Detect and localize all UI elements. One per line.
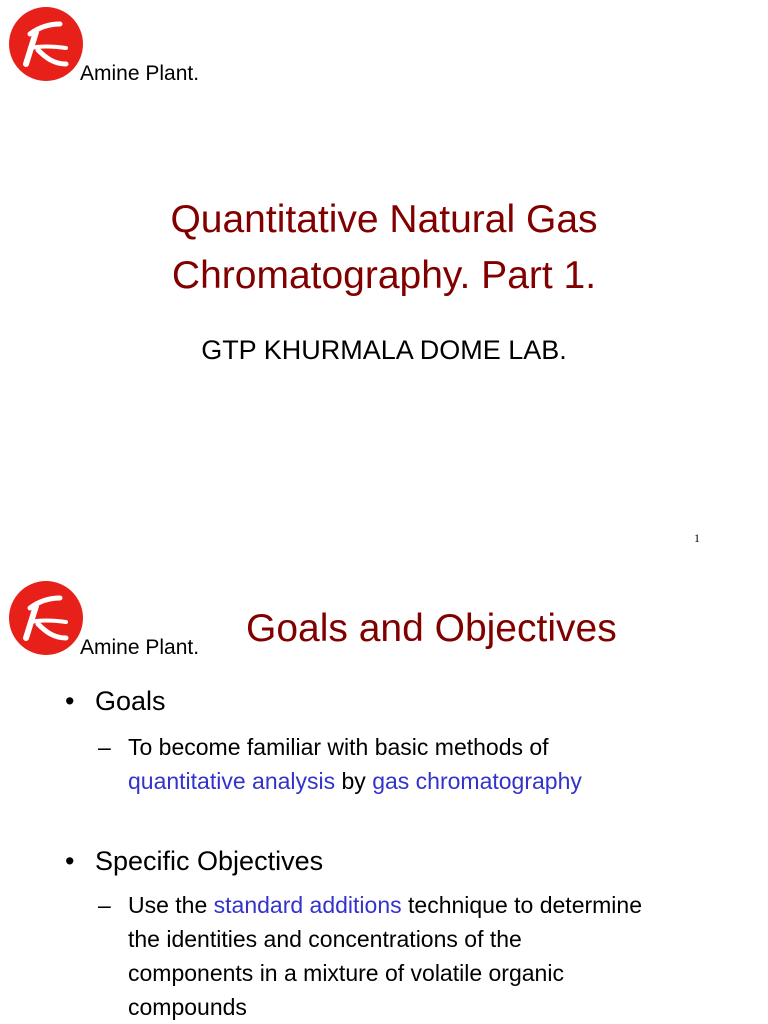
objectives-sub-item [98, 888, 728, 1024]
objectives-line-4: compounds [128, 994, 247, 1020]
slide-title-line-2: Chromatography. Part 1. [171, 254, 597, 297]
slide-title [0, 192, 768, 304]
company-name: Amine Plant. [80, 62, 200, 85]
company-name: Amine Plant. [80, 636, 200, 659]
objectives-line-1-post: technique to determine [401, 892, 643, 918]
link-standard-additions[interactable]: standard additions [213, 892, 402, 918]
link-quantitative-analysis[interactable]: quantitative analysis [128, 768, 336, 794]
link-gas-chromatography[interactable]: gas chromatography [372, 768, 582, 794]
objectives-line-2: the identities and concentrations of the [128, 926, 522, 952]
bullet-mark: • [65, 846, 75, 876]
objectives-line-1 [128, 888, 728, 922]
k-logo-icon [8, 6, 84, 82]
goals-line-2-mid: by [335, 768, 373, 794]
slide-subtitle: GTP KHURMALA DOME LAB. [201, 335, 567, 365]
k-logo-icon [8, 580, 84, 656]
bullet-objectives [65, 844, 324, 878]
objectives-line-3: components in a mixture of volatile organic [128, 960, 564, 986]
slide-2 [0, 560, 768, 1024]
dash-mark: – [98, 892, 111, 918]
bullet-objectives-heading: Specific Objectives [95, 846, 324, 876]
goals-line-1: To become familiar with basic methods of [128, 734, 549, 760]
dash-mark: – [98, 734, 111, 760]
goals-sub-item [98, 730, 728, 798]
bullet-goals-heading: Goals [95, 686, 166, 716]
bullet-goals [65, 684, 166, 718]
slide-title: Goals and Objectives [246, 607, 617, 650]
page-number: 1 [694, 531, 700, 545]
slide-title-line-1: Quantitative Natural Gas [170, 198, 598, 241]
goals-line-2 [128, 764, 728, 798]
bullet-mark: • [65, 686, 75, 716]
objectives-line-1-pre: Use the [128, 892, 214, 918]
